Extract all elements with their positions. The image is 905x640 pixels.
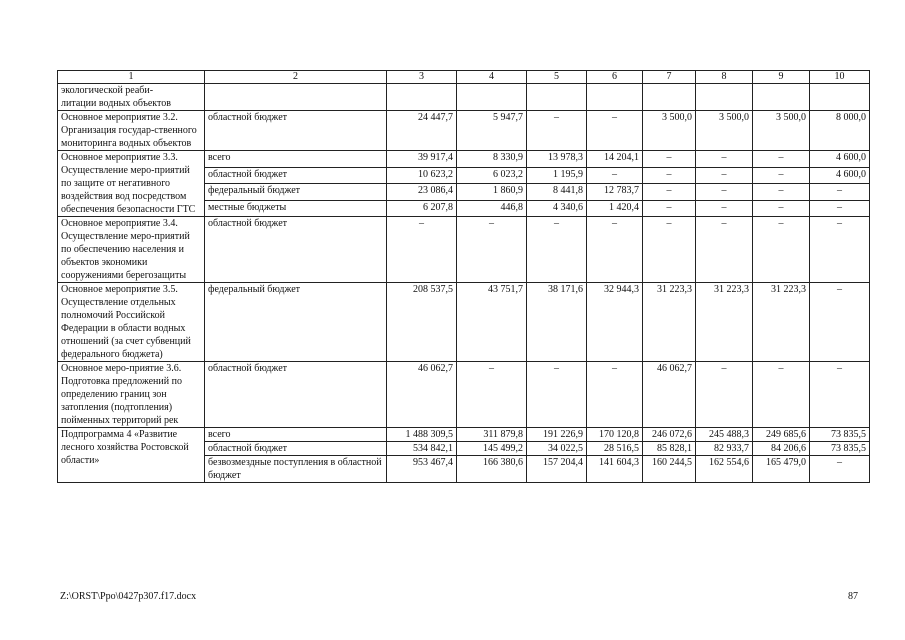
amount-cell xyxy=(643,84,696,111)
table-row xyxy=(58,428,870,442)
amount-cell: – xyxy=(753,184,810,201)
amount-cell: 446,8 xyxy=(457,200,527,217)
funding-source-cell xyxy=(205,84,387,111)
amount-cell: 43 751,7 xyxy=(457,283,527,362)
amount-cell: 73 835,5 xyxy=(810,428,870,442)
amount-cell: – xyxy=(810,184,870,201)
measure-name-cell: Подпрограмма 4 «Развитие лесного хозяйства Ростовской области» xyxy=(58,428,205,483)
funding-source-cell: областной бюджет xyxy=(205,217,387,283)
col-header: 3 xyxy=(387,71,457,84)
amount-cell: 311 879,8 xyxy=(457,428,527,442)
amount-cell: 3 500,0 xyxy=(696,111,753,151)
amount-cell: 14 204,1 xyxy=(587,151,643,168)
amount-cell: 249 685,6 xyxy=(753,428,810,442)
amount-cell: 46 062,7 xyxy=(643,362,696,428)
amount-cell: 24 447,7 xyxy=(387,111,457,151)
amount-cell: – xyxy=(696,167,753,184)
amount-cell: 1 195,9 xyxy=(527,167,587,184)
amount-cell: 8 330,9 xyxy=(457,151,527,168)
amount-cell xyxy=(753,84,810,111)
amount-cell: – xyxy=(527,111,587,151)
amount-cell xyxy=(387,84,457,111)
funding-source-cell: федеральный бюджет xyxy=(205,184,387,201)
amount-cell: 166 380,6 xyxy=(457,456,527,483)
amount-cell: – xyxy=(643,217,696,283)
amount-cell xyxy=(587,84,643,111)
amount-cell: 162 554,6 xyxy=(696,456,753,483)
amount-cell: – xyxy=(753,362,810,428)
amount-cell: – xyxy=(696,217,753,283)
amount-cell: 160 244,5 xyxy=(643,456,696,483)
amount-cell: – xyxy=(696,200,753,217)
amount-cell: – xyxy=(753,167,810,184)
amount-cell: 10 623,2 xyxy=(387,167,457,184)
amount-cell: 38 171,6 xyxy=(527,283,587,362)
measure-name-cell: экологической реаби- литации водных объектов xyxy=(58,84,205,111)
amount-cell xyxy=(457,84,527,111)
amount-cell: 5 947,7 xyxy=(457,111,527,151)
amount-cell: – xyxy=(457,217,527,283)
table-row xyxy=(58,84,870,111)
amount-cell: 245 488,3 xyxy=(696,428,753,442)
amount-cell: – xyxy=(810,456,870,483)
amount-cell: 191 226,9 xyxy=(527,428,587,442)
col-header: 7 xyxy=(643,71,696,84)
amount-cell: – xyxy=(643,151,696,168)
amount-cell: 1 860,9 xyxy=(457,184,527,201)
amount-cell: – xyxy=(696,362,753,428)
amount-cell: – xyxy=(587,111,643,151)
amount-cell: – xyxy=(810,283,870,362)
amount-cell: 8 441,8 xyxy=(527,184,587,201)
amount-cell: – xyxy=(587,217,643,283)
measure-name-cell: Основное мероприятие 3.5. Осуществление отдельных полномочий Российской Федерации в области водных отношений (за счет субвенций федерального бюджета) xyxy=(58,283,205,362)
amount-cell: 8 000,0 xyxy=(810,111,870,151)
col-header: 8 xyxy=(696,71,753,84)
footer-file-path: Z:\ORST\Ppo\0427p307.f17.docx xyxy=(60,591,197,602)
amount-cell: – xyxy=(753,200,810,217)
amount-cell: 32 944,3 xyxy=(587,283,643,362)
amount-cell: – xyxy=(810,200,870,217)
col-header: 9 xyxy=(753,71,810,84)
amount-cell: 85 828,1 xyxy=(643,442,696,456)
amount-cell: 73 835,5 xyxy=(810,442,870,456)
amount-cell: 4 600,0 xyxy=(810,151,870,168)
amount-cell: – xyxy=(643,167,696,184)
amount-cell: 246 072,6 xyxy=(643,428,696,442)
table-row xyxy=(58,362,870,428)
amount-cell: 1 488 309,5 xyxy=(387,428,457,442)
amount-cell: 953 467,4 xyxy=(387,456,457,483)
amount-cell: 141 604,3 xyxy=(587,456,643,483)
col-header: 2 xyxy=(205,71,387,84)
amount-cell: 84 206,6 xyxy=(753,442,810,456)
amount-cell xyxy=(810,84,870,111)
amount-cell: 3 500,0 xyxy=(753,111,810,151)
col-header: 1 xyxy=(58,71,205,84)
table-row xyxy=(58,151,870,168)
amount-cell: 165 479,0 xyxy=(753,456,810,483)
amount-cell: 39 917,4 xyxy=(387,151,457,168)
amount-cell: – xyxy=(643,184,696,201)
amount-cell: – xyxy=(643,200,696,217)
funding-source-cell: областной бюджет xyxy=(205,167,387,184)
col-header: 4 xyxy=(457,71,527,84)
amount-cell: 4 340,6 xyxy=(527,200,587,217)
amount-cell: – xyxy=(753,217,810,283)
measure-name-cell: Основное мероприятие 3.2. Организация государ-ственного мониторинга водных объектов xyxy=(58,111,205,151)
budget-table xyxy=(57,70,870,483)
amount-cell: – xyxy=(587,167,643,184)
table-row xyxy=(58,283,870,362)
amount-cell: – xyxy=(527,217,587,283)
amount-cell: 23 086,4 xyxy=(387,184,457,201)
funding-source-cell: местные бюджеты xyxy=(205,200,387,217)
amount-cell: – xyxy=(696,184,753,201)
amount-cell: 28 516,5 xyxy=(587,442,643,456)
amount-cell: – xyxy=(527,362,587,428)
funding-source-cell: безвозмездные поступления в областной бюджет xyxy=(205,456,387,483)
amount-cell: 6 023,2 xyxy=(457,167,527,184)
amount-cell: 82 933,7 xyxy=(696,442,753,456)
col-header: 10 xyxy=(810,71,870,84)
amount-cell: – xyxy=(753,151,810,168)
amount-cell: 145 499,2 xyxy=(457,442,527,456)
amount-cell: 6 207,8 xyxy=(387,200,457,217)
amount-cell: 12 783,7 xyxy=(587,184,643,201)
amount-cell: – xyxy=(457,362,527,428)
amount-cell: 31 223,3 xyxy=(696,283,753,362)
measure-name-cell: Основное мероприятие 3.4. Осуществление меро-приятий по обеспечению населения и объектов экономики сооружениями берегозащиты xyxy=(58,217,205,283)
table-row xyxy=(58,111,870,151)
measure-name-cell: Основное мероприятие 3.3. Осуществление меро-приятий по защите от негативного воздействия вод посредством обеспечения безопасности ГТС xyxy=(58,151,205,217)
amount-cell xyxy=(696,84,753,111)
amount-cell: – xyxy=(810,217,870,283)
funding-source-cell: областной бюджет xyxy=(205,442,387,456)
amount-cell: 46 062,7 xyxy=(387,362,457,428)
amount-cell: 208 537,5 xyxy=(387,283,457,362)
amount-cell xyxy=(527,84,587,111)
amount-cell: 534 842,1 xyxy=(387,442,457,456)
funding-source-cell: федеральный бюджет xyxy=(205,283,387,362)
amount-cell: – xyxy=(696,151,753,168)
funding-source-cell: всего xyxy=(205,151,387,168)
footer-page-number: 87 xyxy=(848,591,858,602)
funding-source-cell: всего xyxy=(205,428,387,442)
col-header: 6 xyxy=(587,71,643,84)
table-row xyxy=(58,217,870,283)
amount-cell: – xyxy=(387,217,457,283)
measure-name-cell: Основное меро-приятие 3.6. Подготовка предложений по определению границ зон затопления (подтопления) пойменных территорий рек xyxy=(58,362,205,428)
amount-cell: 4 600,0 xyxy=(810,167,870,184)
amount-cell: 31 223,3 xyxy=(753,283,810,362)
amount-cell: 1 420,4 xyxy=(587,200,643,217)
amount-cell: 13 978,3 xyxy=(527,151,587,168)
amount-cell: 34 022,5 xyxy=(527,442,587,456)
header-row xyxy=(58,71,870,84)
funding-source-cell: областной бюджет xyxy=(205,111,387,151)
amount-cell: 170 120,8 xyxy=(587,428,643,442)
amount-cell: – xyxy=(810,362,870,428)
amount-cell: – xyxy=(587,362,643,428)
funding-source-cell: областной бюджет xyxy=(205,362,387,428)
amount-cell: 3 500,0 xyxy=(643,111,696,151)
col-header: 5 xyxy=(527,71,587,84)
amount-cell: 31 223,3 xyxy=(643,283,696,362)
amount-cell: 157 204,4 xyxy=(527,456,587,483)
